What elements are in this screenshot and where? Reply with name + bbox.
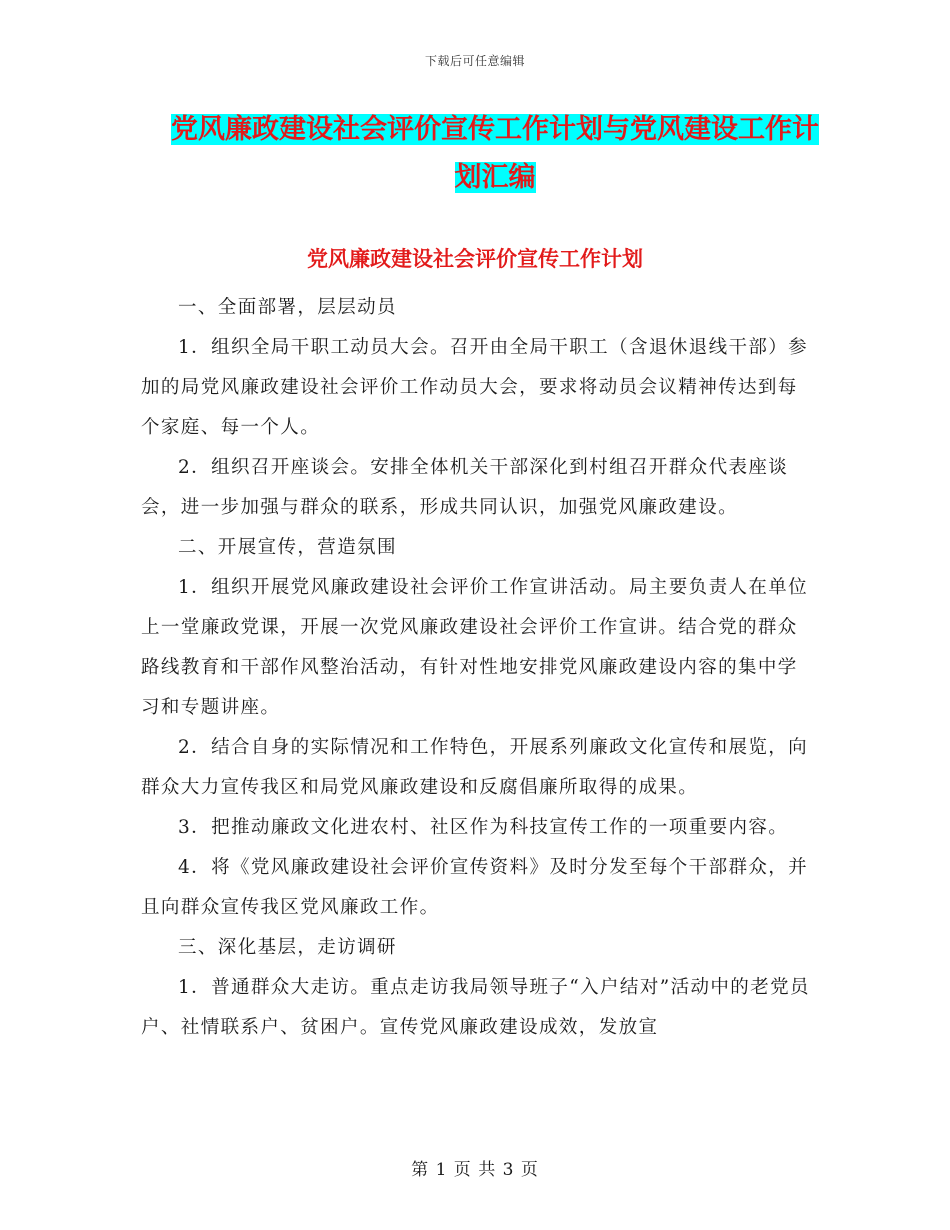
paragraph: 1．组织全局干职工动员大会。召开由全局干职工（含退休退线干部）参加的局党风廉政建设社会评价工作动员大会，要求将动员会议精神传达到每个家庭、每一个人。 [141,337,809,438]
heading-2: 二、开展宣传，营造氛围 [178,537,397,558]
page-footer: 第 1 页 共 3 页 [411,1160,539,1180]
document-title [170,106,820,202]
paragraph: 2．组织召开座谈会。安排全体机关干部深化到村组召开群众代表座谈会，进一步加强与群众的联系，形成共同认识，加强党风廉政建设。 [141,457,789,518]
page-header-note: 下载后可任意编辑 [424,54,525,68]
paragraph: 1．组织开展党风廉政建设社会评价工作宣讲活动。局主要负责人在单位上一堂廉政党课，开展一次党风廉政建设社会评价工作宣讲。结合党的群众路线教育和干部作风整治活动，有针对性地安排党风廉政建设内容的集中学习和专题讲座。 [141,577,809,718]
paragraph: 4．将《党风廉政建设社会评价宣传资料》及时分发至每个干部群众，并且向群众宣传我区党风廉政工作。 [141,857,809,918]
paragraph: 1．普通群众大走访。重点走访我局领导班子“入户结对”活动中的老党员户、社情联系户、贫困户。宣传党风廉政建设成效，发放宣 [141,977,810,1038]
heading-1: 一、全面部署，层层动员 [178,297,397,318]
document-body [141,288,811,1048]
paragraph: 2．结合自身的实际情况和工作特色，开展系列廉政文化宣传和展览，向群众大力宣传我区和局党风廉政建设和反腐倡廉所取得的成果。 [141,737,809,798]
paragraph: 3．把推动廉政文化进农村、社区作为科技宣传工作的一项重要内容。 [178,817,789,838]
document-title-text: 党风廉政建设社会评价宣传工作计划与党风建设工作计划汇编 [171,114,819,193]
section-title: 党风廉政建设社会评价宣传工作计划 [307,247,643,271]
heading-3: 三、深化基层，走访调研 [178,937,397,958]
